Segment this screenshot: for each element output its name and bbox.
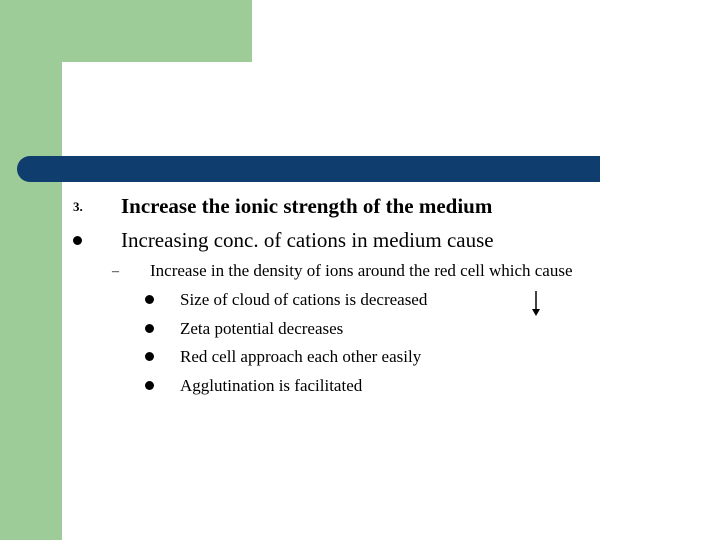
point-bullet-dot (145, 295, 154, 304)
point-bullet-dot (145, 352, 154, 361)
point-text: Zeta potential decreases (180, 319, 344, 338)
point-text: Red cell approach each other easily (180, 347, 422, 366)
dash-marker: – (112, 264, 119, 279)
arrow-down-icon (530, 291, 542, 317)
bullet-text: Increasing conc. of cations in medium cause (121, 228, 494, 252)
bullet-dot (73, 236, 82, 245)
point-text: Agglutination is facilitated (180, 376, 363, 395)
sub-item-text: Increase in the density of ions around the red cell which cause (150, 261, 573, 280)
point-text: Size of cloud of cations is decreased (180, 290, 428, 309)
heading-text: Increase the ionic strength of the medium (121, 194, 493, 218)
item-number: 3. (73, 199, 83, 214)
background-green-left (0, 0, 62, 540)
title-bar (17, 156, 600, 182)
point-bullet-dot (145, 381, 154, 390)
point-bullet-dot (145, 324, 154, 333)
